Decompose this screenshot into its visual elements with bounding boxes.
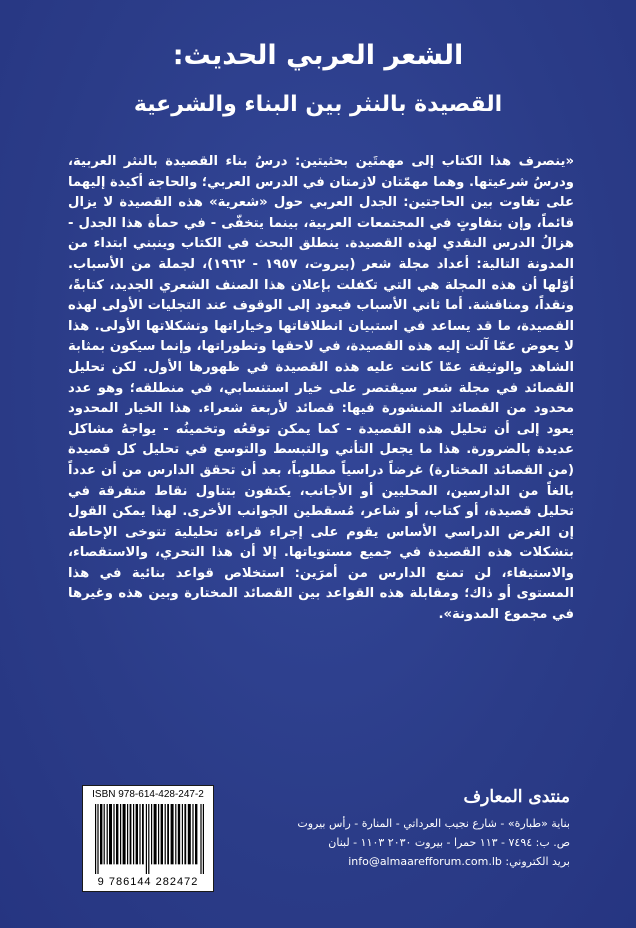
barcode-digits: 9 786144 282472: [97, 876, 199, 888]
barcode-graphic: [95, 804, 205, 874]
publisher-po-box: ص. ب: ٧٤٩٤ - ١١٣ حمرا - بيروت ٢٠٣٠ ١١٠٣ - لبنان: [328, 836, 570, 849]
publisher-logo: منتدى المعارف: [463, 787, 570, 807]
isbn-label: ISBN 978-614-428-247-2: [92, 789, 204, 800]
publisher-address: بناية «طبارة» - شارع نجيب العرداتي - المنارة - رأس بيروت: [297, 817, 570, 830]
isbn-barcode-box: [82, 785, 214, 892]
book-description: «ينصرف هذا الكتاب إلى مهمتَين بحثيتين: درسُ بناء القصيدة بالنثر العربية، ودرسُ شرعيتها. وهما مهمّتان لازمتان في الدرس العربي؛ والحاجة أكيدة إليهما على تفاوت بين الحاجتين: الجدل العربي حول «شعرية» هذه القصيدة لا يزال قائماً، وإن بتفاوتٍ في المجتمعات العربية، بينما يتخفّى - في حمأة هذا الجدل - هزالُ الدرس النقدي لهذه القصيدة. ينطلق البحث في الكتاب وينبني ابتداء من المدونة التالية: أعداد مجلة شعر (بيروت، ١٩٥٧ - ١٩٦٢)، لجملة من الأسباب. أوّلها أن هذه المجلة هي التي تكفلت بإعلان هذا الصنف الشعري الجديد، كتابةً، ونقداً، ومناقشة. أما ثاني الأسباب فيعود إلى الوقوف عند التجليات الأولى لهذه القصيدة، ما قد يساعد في استبيان انطلاقاتها وخياراتها وتشكلاتها الأولى. هذا لا يعوض عمّا آلت إليه هذه القصيدة، في لاحقها وتطوراتها، وإنما سيكون بمثابة الشاهد والوثيقة عمّا كانت عليه هذه القصيدة في ظهورها الأول. لكن تحليل القصائد في مجلة شعر سيقتصر على خيار استنسابي، في منطلقه؛ وهو عدد محدود من القصائد المنشورة فيها: قصائد لأربعة شعراء. هذا الخيار المحدود يعود إلى أن تحليل هذه القصيدة - كما يمكن توقعُه وتخمينُه - يواجهُ مشاكل عديدة بالضرورة. هذا ما يجعل التأني والتبسط والتوسع في تحليل كل قصيدة (من القصائد المختارة) غرضاً دراسياً مطلوباً، بعد أن تحقق الدارس من أن عدداً بالغاً من الدارسين، المحليين أو الأجانب، يكتفون بتناول نقاط متفرقة في تحليل قصيدة، أو كتاب، أو شاعر، مُسقطين الجوانب الأخرى. لهذا يمكن القول إن الغرض الدراسي الأساس يقوم على إجراء قراءة تحليلية تتوخى الإحاطة بتشكلات هذه القصيدة في جميع مستوياتها. إلا أن هذا التحري، والاستقصاء، والاستيفاء، لن تمنع الدارس من أمرَين: استخلاص قواعد بنائية في هذا المستوى أو ذاك؛ ومقابلة هذه القواعد بين القصائد المختارة وبين هذه وغيرها في مجموع المدونة».: [68, 154, 574, 623]
publisher-email: info@almaarefforum.com.lb: [348, 855, 502, 868]
publisher-email-line: [280, 852, 570, 871]
publisher-info: [280, 784, 570, 871]
book-title: الشعر العربي الحديث:: [172, 40, 464, 71]
book-subtitle: القصيدة بالنثر بين البناء والشرعية: [133, 92, 503, 117]
publisher-email-label: بريد الكتروني:: [505, 855, 570, 868]
